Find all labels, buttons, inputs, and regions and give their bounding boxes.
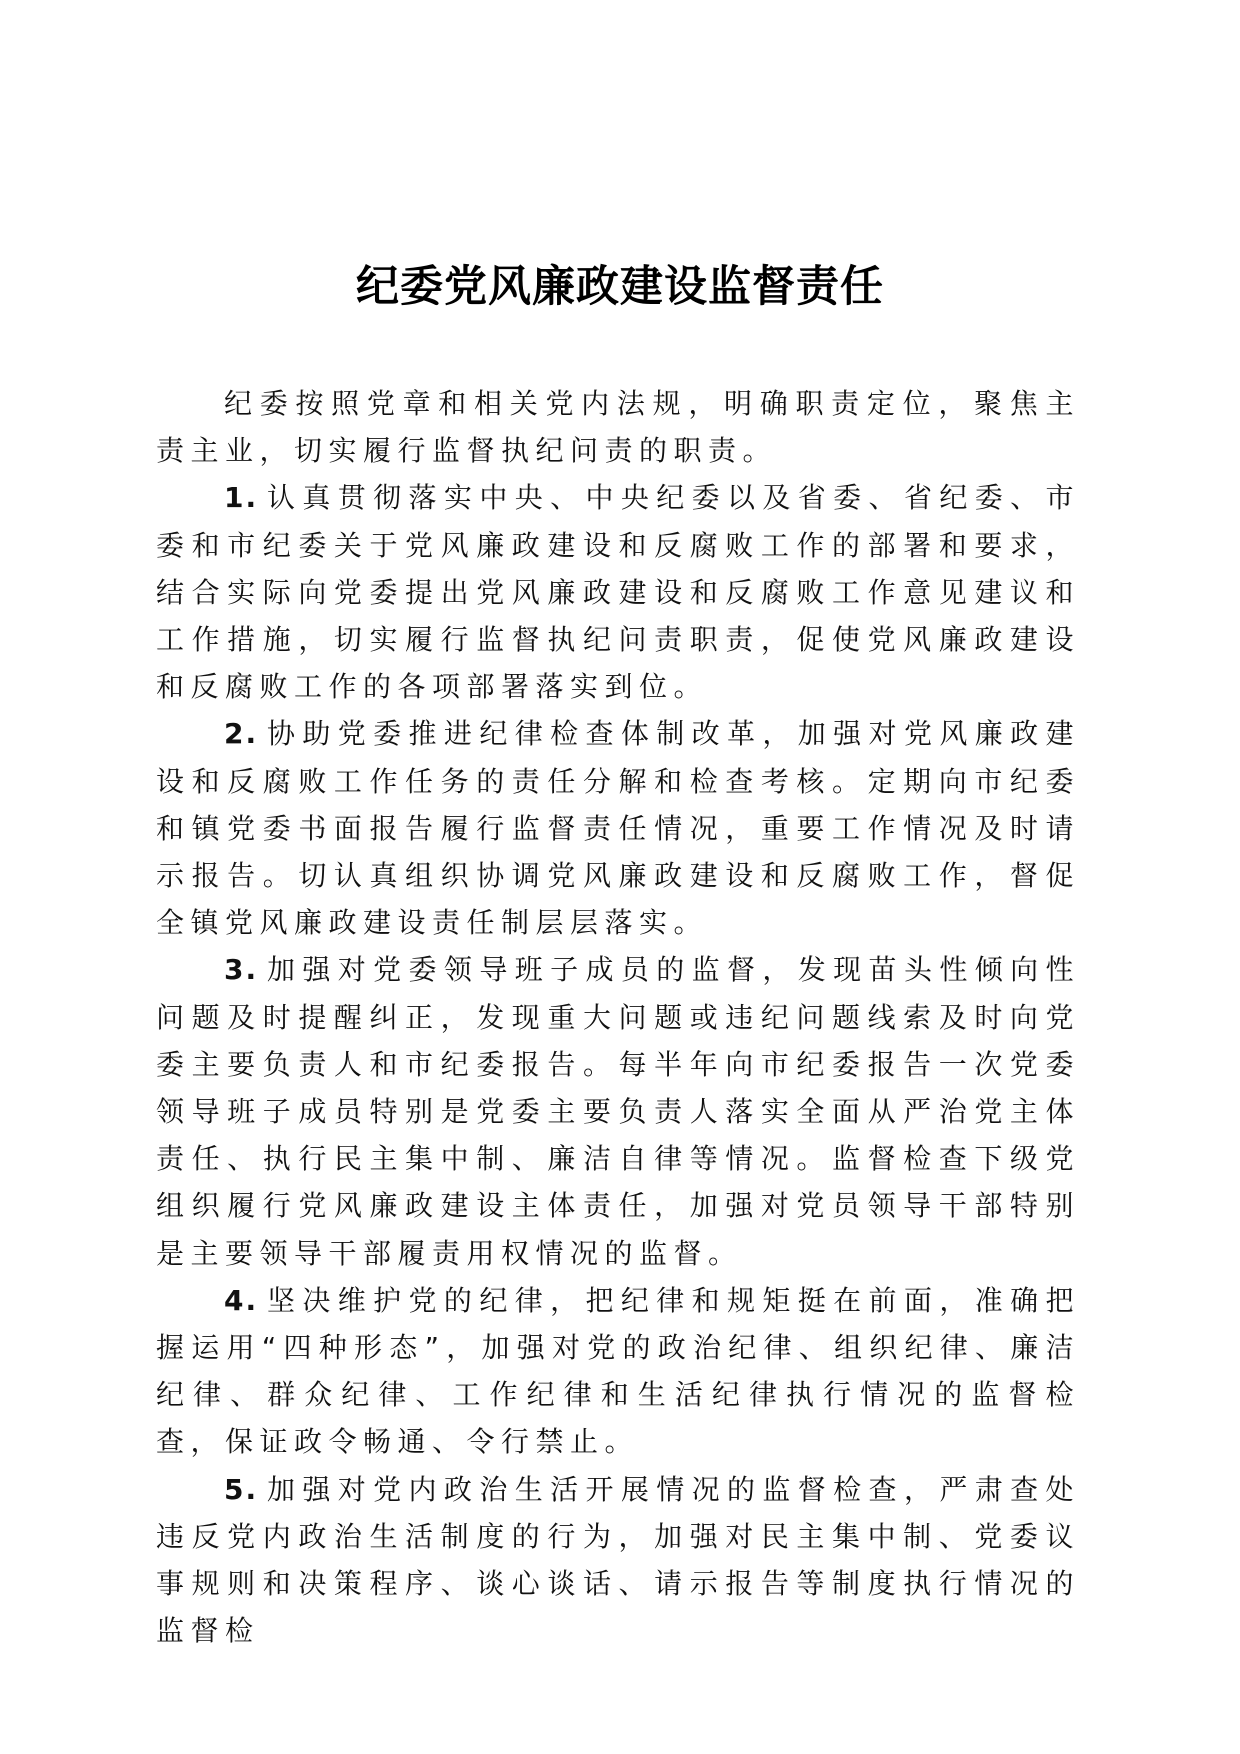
- item-number: 2.: [224, 717, 259, 751]
- item-paragraph-5: [156, 1466, 1080, 1655]
- item-text: 加强对党内政治生活开展情况的监督检查，严肃查处违反党内政治生活制度的行为，加强对民主集中制、党委议事规则和决策程序、谈心谈话、请示报告等制度执行情况的监督检: [156, 1472, 1080, 1648]
- item-paragraph-4: [156, 1277, 1080, 1466]
- item-text: 认真贯彻落实中央、中央纪委以及省委、省纪委、市委和市纪委关于党风廉政建设和反腐败工作的部署和要求，结合实际向党委提出党风廉政建设和反腐败工作意见建议和工作措施，切实履行监督执纪问责职责，促使党风廉政建设和反腐败工作的各项部署落实到位。: [156, 481, 1080, 704]
- intro-paragraph: 纪委按照党章和相关党内法规，明确职责定位，聚焦主责主业，切实履行监督执纪问责的职责。: [156, 387, 1080, 468]
- item-number: 3.: [224, 953, 259, 987]
- item-number: 5.: [224, 1472, 259, 1506]
- item-paragraph-3: [156, 946, 1080, 1276]
- item-text: 坚决维护党的纪律，把纪律和规矩挺在前面，准确把握运用“四种形态”，加强对党的政治纪律、组织纪律、廉洁纪律、群众纪律、工作纪律和生活纪律执行情况的监督检查，保证政令畅通、令行禁止。: [156, 1283, 1080, 1459]
- document-title: 纪委党风廉政建设监督责任: [356, 262, 884, 312]
- item-text: 加强对党委领导班子成员的监督，发现苗头性倾向性问题及时提醒纠正，发现重大问题或违纪问题线索及时向党委主要负责人和市纪委报告。每半年向市纪委报告一次党委领导班子成员特别是党委主要负责人落实全面从严治党主体责任、执行民主集中制、廉洁自律等情况。监督检查下级党组织履行党风廉政建设主体责任，加强对党员领导干部特别是主要领导干部履责用权情况的监督。: [156, 953, 1080, 1270]
- item-number: 1.: [224, 481, 259, 515]
- document-body: [156, 380, 1080, 1654]
- item-number: 4.: [224, 1283, 259, 1317]
- item-paragraph-2: [156, 710, 1080, 946]
- item-text: 协助党委推进纪律检查体制改革，加强对党风廉政建设和反腐败工作任务的责任分解和检查考核。定期向市纪委和镇党委书面报告履行监督责任情况，重要工作情况及时请示报告。切认真组织协调党风廉政建设和反腐败工作，督促全镇党风廉政建设责任制层层落实。: [156, 717, 1080, 940]
- item-paragraph-1: [156, 474, 1080, 710]
